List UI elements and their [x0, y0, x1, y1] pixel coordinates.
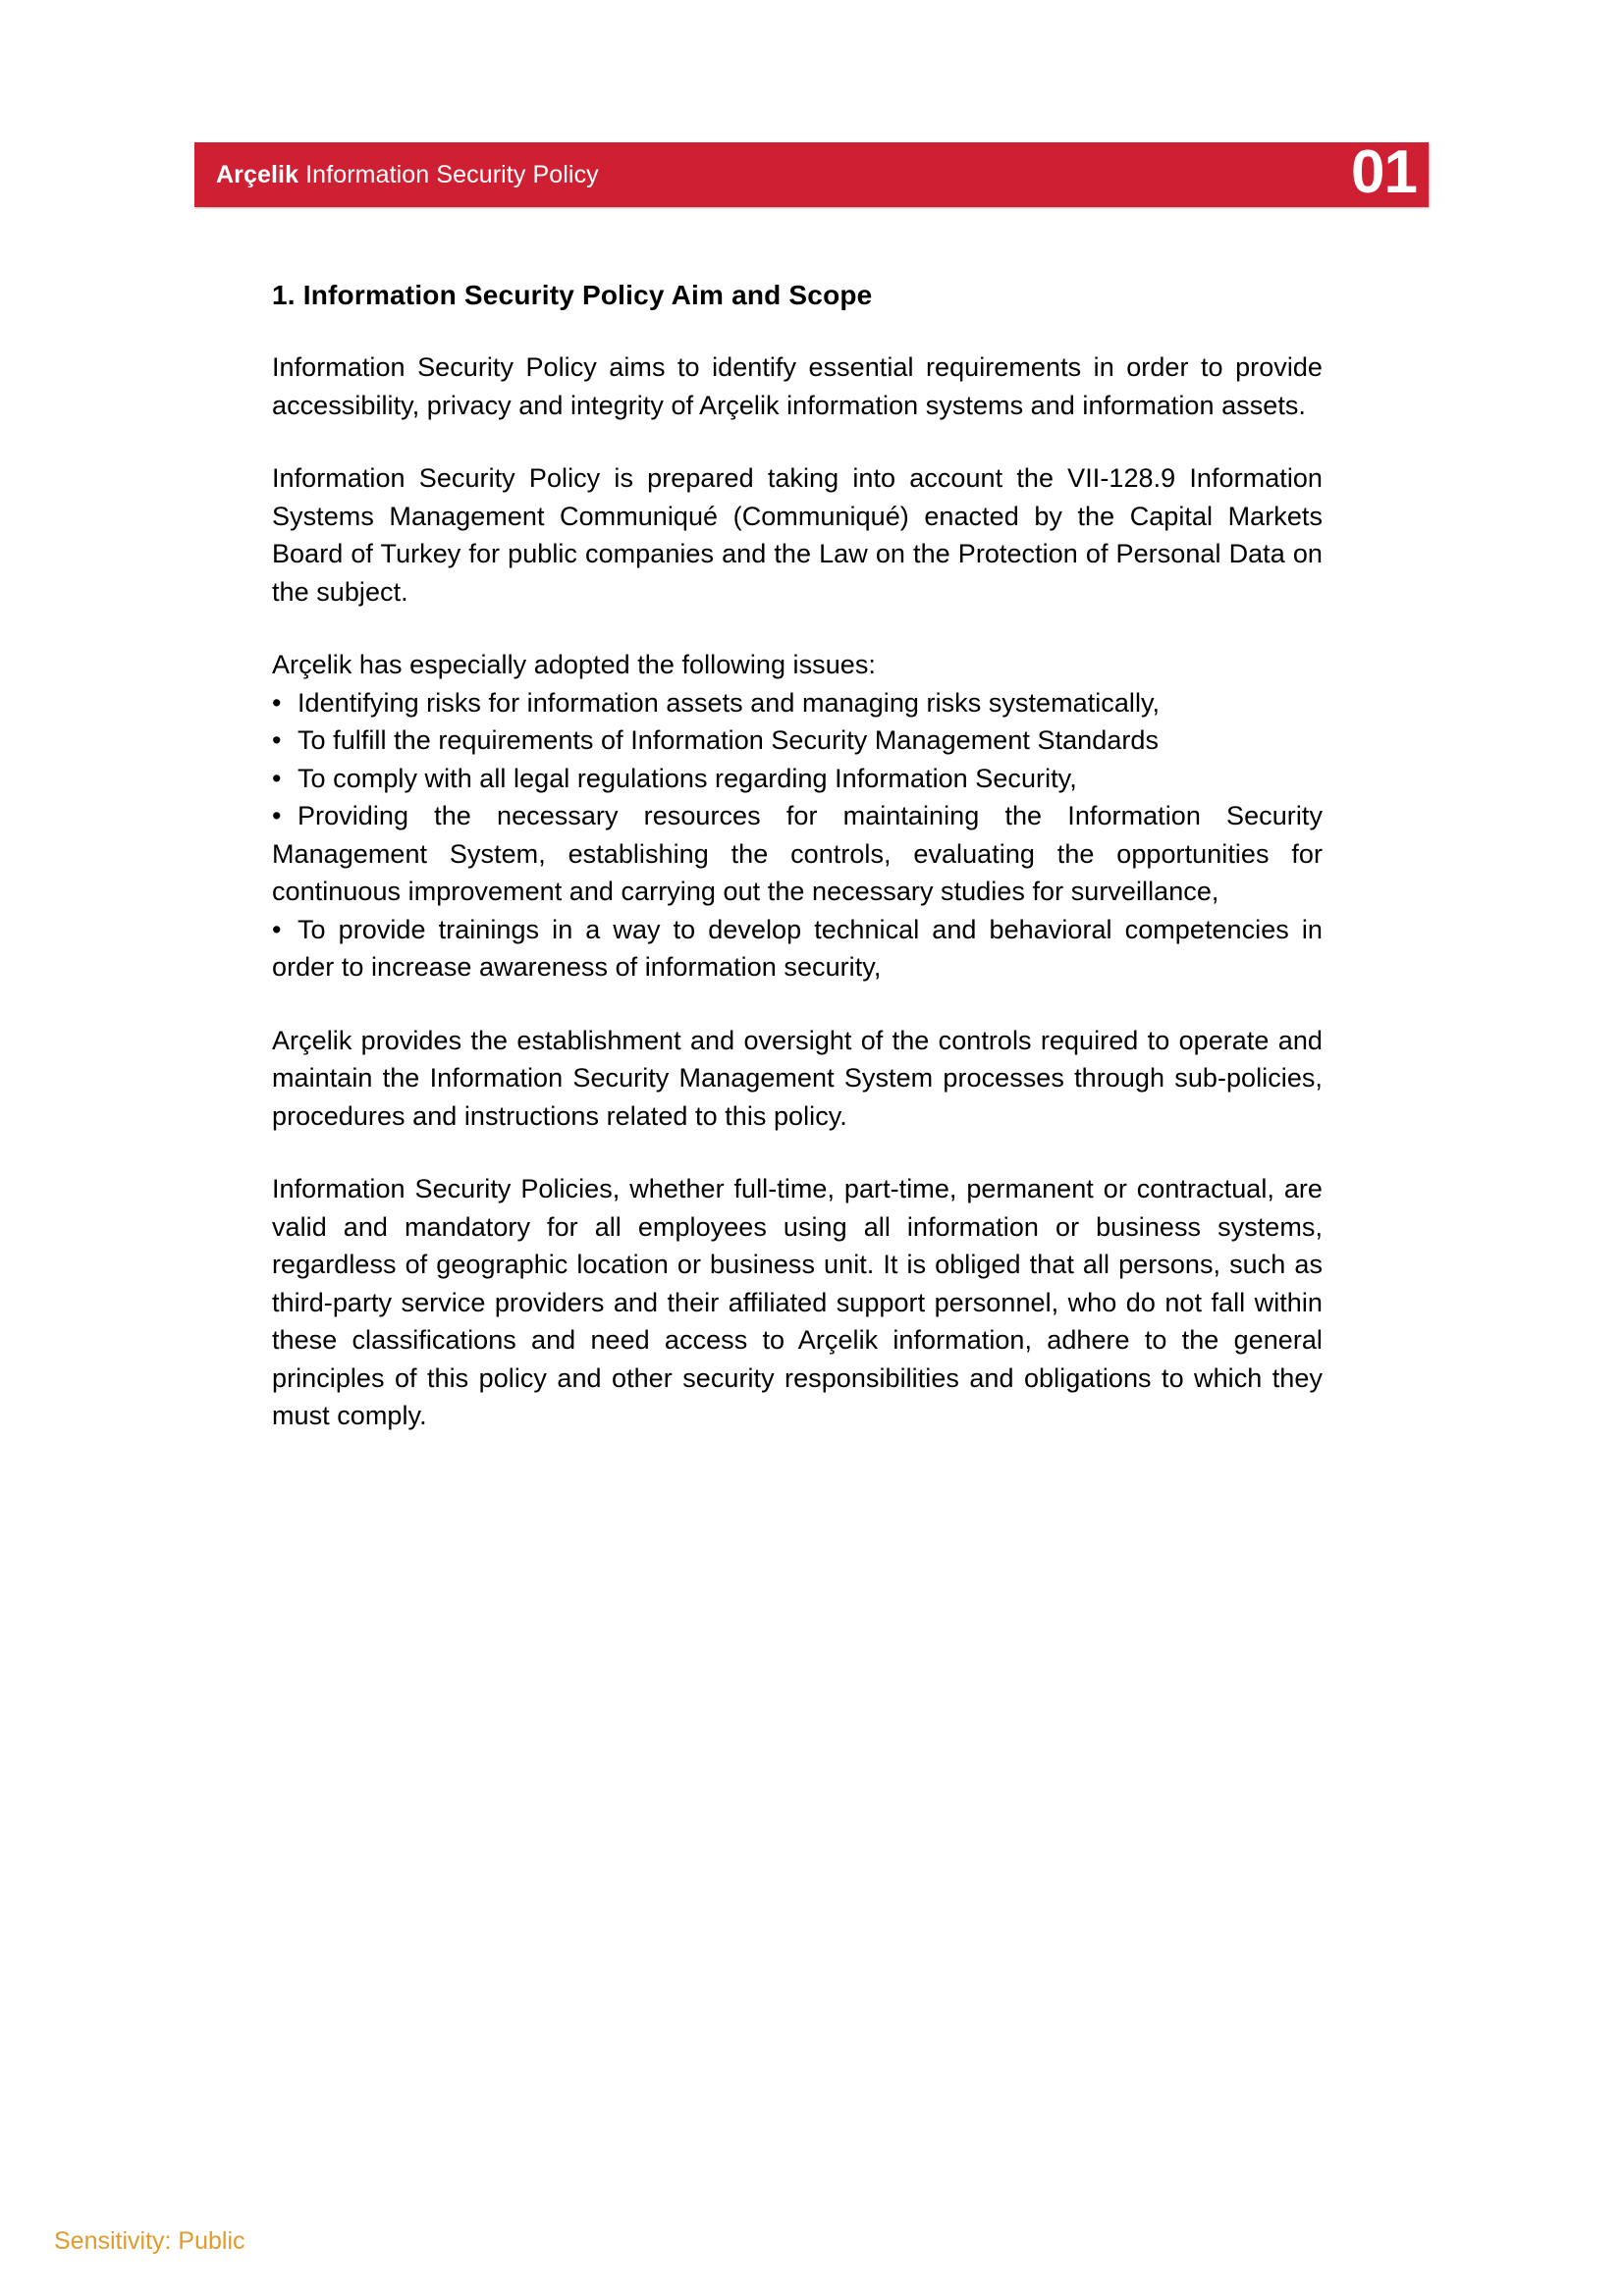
list-item-label: Identifying risks for information assets and managing risks systematically, — [298, 687, 1161, 718]
paragraph-aim: Information Security Policy aims to identify essential requirements in order to provide accessibility, privacy and integrity of Arçelik information systems and information assets. — [272, 352, 1323, 420]
paragraph-controls-oversight: Arçelik provides the establishment and oversight of the controls required to operate and maintain the Information Security Management System processes through sub-policies, procedures and instructions related to this policy. — [272, 1025, 1323, 1131]
bullet-marker-icon: • — [272, 914, 282, 944]
brand-name: Arçelik — [216, 160, 299, 188]
list-item — [272, 684, 1323, 722]
page-title: 1. Information Security Policy Aim and Scope — [272, 280, 873, 310]
list-item-label: To fulfill the requirements of Information Security Management Standards — [298, 725, 1160, 756]
document-body — [272, 278, 1323, 1470]
list-item-label: Providing the necessary resources for maintaining the Information Security Management System, establishing the controls, evaluating the opportunities for continuous improvement and carrying out the necessary studies for surveillance, — [272, 801, 1323, 907]
bullet-marker-icon: • — [272, 801, 282, 831]
adopted-issues-list — [272, 646, 1323, 987]
bullet-marker-icon: • — [272, 725, 282, 756]
sensitivity-label: Sensitivity: Public — [54, 2227, 245, 2255]
list-item — [272, 911, 1323, 987]
list-item-label: To provide trainings in a way to develop technical and behavioral competencies in order to increase awareness of information security, — [272, 914, 1323, 983]
header-title — [216, 160, 599, 188]
bullet-marker-icon: • — [272, 763, 282, 793]
paragraph-legal-basis: Information Security Policy is prepared taking into account the VII-128.9 Information Systems Management Communiqué (Communiqué) enacted by the Capital Markets Board of Turkey for public companies and the Law on the Protection of Personal Data on the subject. — [272, 463, 1323, 607]
list-item — [272, 797, 1323, 911]
bullet-list-intro: Arçelik has especially adopted the following issues: — [272, 650, 876, 680]
bullet-marker-icon: • — [272, 687, 282, 718]
header-subtitle: Information Security Policy — [298, 160, 599, 188]
paragraph-applicability: Information Security Policies, whether full-time, part-time, permanent or contractual, are valid and mandatory for all employees using all information or business systems, regardless of geographic location or business unit. It is obliged that all persons, such as third-party service providers and their affiliated support personnel, who do not fall within these classifications and need access to Arçelik information, adhere to the general principles of this policy and other security responsibilities and obligations to which they must comply. — [272, 1174, 1323, 1431]
list-item — [272, 760, 1323, 798]
list-item — [272, 721, 1323, 760]
page-header-banner — [194, 138, 1429, 207]
list-item-label: To comply with all legal regulations regarding Information Security, — [298, 763, 1077, 793]
page-number-badge: 01 — [1351, 138, 1417, 206]
